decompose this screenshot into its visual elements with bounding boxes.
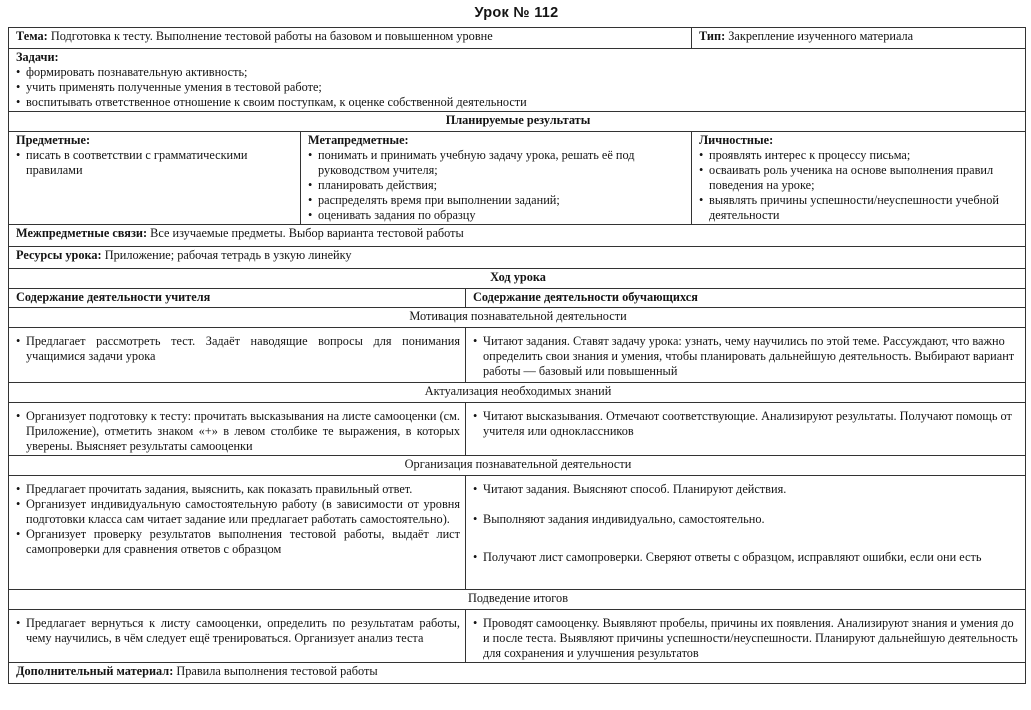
student-activity-list [473, 334, 1020, 379]
personal-result-item: • выявлять причины успешности/неуспешности учебной деятельности [699, 193, 1020, 223]
student-activity-list [473, 409, 1020, 439]
student-activity-item: • Читают высказывания. Отмечают соответствующие. Анализируют результаты. Получают помощь от учителя или одноклассников [473, 409, 1020, 439]
student-activity-cell [466, 476, 1026, 590]
stage-content-row [9, 476, 1026, 590]
additional-label: Дополнительный материал: [16, 664, 174, 678]
student-activity-list [473, 616, 1020, 661]
planned-results-row [9, 132, 1026, 225]
personal-label: Личностные: [699, 133, 774, 147]
additional-row [9, 663, 1026, 684]
meta-label: Метапредметные: [308, 133, 409, 147]
course-header-text: Ход урока [490, 270, 546, 284]
teacher-activity-cell [9, 476, 466, 590]
meta-result-item: • планировать действия; [308, 178, 686, 193]
subject-results-cell [9, 132, 301, 225]
additional-text: Правила выполнения тестовой работы [176, 664, 378, 678]
resources-label: Ресурсы урока: [16, 248, 102, 262]
teacher-column-header [9, 289, 466, 308]
stage-content-row [9, 328, 1026, 383]
teacher-activity-item: • Предлагает прочитать задания, выяснить, как показать правильный ответ. [16, 482, 460, 497]
student-activity-item: • Читают задания. Выясняют способ. Планируют действия. [473, 482, 1020, 497]
type-cell [692, 28, 1026, 49]
teacher-activity-item: • Организует проверку результатов выполнения тестовой работы, выдаёт лист самопроверки для сравнения ответов с образцом [16, 527, 460, 557]
topic-row [9, 28, 1026, 49]
meta-result-item: • распределять время при выполнении заданий; [308, 193, 686, 208]
student-activity-item: • Читают задания. Ставят задачу урока: узнать, чему научились по этой теме. Рассуждают, что важно определить свои знания и умения, чтобы планировать дальнейшую деятельность. Выбирают вариант работы — базовый или повышенный [473, 334, 1020, 379]
teacher-column-label: Содержание деятельности учителя [16, 290, 211, 304]
type-label: Тип: [699, 29, 726, 43]
course-header [9, 269, 1026, 289]
subject-label: Предметные: [16, 133, 91, 147]
personal-results-list [699, 148, 1020, 223]
teacher-activity-list [16, 409, 460, 454]
planned-header-row [9, 112, 1026, 132]
meta-results-list [308, 148, 686, 223]
tasks-cell [9, 49, 1026, 112]
lesson-plan-table [8, 27, 1026, 684]
stage-title: Подведение итогов [9, 590, 1026, 610]
resources-row [9, 247, 1026, 269]
student-column-label: Содержание деятельности обучающихся [473, 290, 698, 304]
stage-title: Актуализация необходимых знаний [9, 383, 1026, 403]
stage-title: Организация познавательной деятельности [9, 456, 1026, 476]
tasks-row [9, 49, 1026, 112]
meta-results-cell [301, 132, 692, 225]
personal-result-item: • осваивать роль ученика на основе выполнения правил поведения на уроке; [699, 163, 1020, 193]
task-item: • воспитывать ответственное отношение к своим поступкам, к оценке собственной деятельности [16, 95, 1020, 110]
stage-content-row [9, 403, 1026, 456]
subject-result-item: • писать в соответствии с грамматическими правилами [16, 148, 295, 178]
student-activity-list [473, 482, 1020, 565]
personal-results-cell [692, 132, 1026, 225]
subject-results-list [16, 148, 295, 178]
resources-cell [9, 247, 1026, 269]
topic-text: Подготовка к тесту. Выполнение тестовой работы на базовом и повышенном уровне [50, 29, 493, 43]
intersubject-row [9, 225, 1026, 247]
teacher-activity-cell [9, 403, 466, 456]
planned-header [9, 112, 1026, 132]
planned-header-text: Планируемые результаты [445, 113, 591, 127]
personal-result-item: • проявлять интерес к процессу письма; [699, 148, 1020, 163]
teacher-activity-list [16, 616, 460, 646]
student-activity-item: • Проводят самооценку. Выявляют пробелы, причины их появления. Анализируют знания и умения до и после теста. Выявляют причины успешности/неуспешности. Планируют дальнейшую деятельность для сохранения и улучшения результатов [473, 616, 1020, 661]
task-item: • формировать познавательную активность; [16, 65, 1020, 80]
stage-title-row [9, 590, 1026, 610]
teacher-activity-cell [9, 610, 466, 663]
task-item: • учить применять полученные умения в тестовой работе; [16, 80, 1020, 95]
type-text: Закрепление изученного материала [728, 29, 914, 43]
teacher-activity-item: • Организует индивидуальную самостоятельную работу (в зависимости от уровня подготовки класса сам читает задание или предлагает работать самостоятельно). [16, 497, 460, 527]
topic-label: Тема: [16, 29, 48, 43]
student-activity-cell [466, 328, 1026, 383]
student-activity-item: • Получают лист самопроверки. Сверяют ответы с образцом, исправляют ошибки, если они есть [473, 550, 1020, 565]
student-activity-cell [466, 403, 1026, 456]
student-activity-item: • Выполняют задания индивидуально, самостоятельно. [473, 512, 1020, 527]
topic-cell [9, 28, 692, 49]
resources-text: Приложение; рабочая тетрадь в узкую линейку [104, 248, 352, 262]
lesson-title: Урок № 112 [474, 5, 559, 21]
intersubject-cell [9, 225, 1026, 247]
meta-result-item: • оценивать задания по образцу [308, 208, 686, 223]
stage-title-row [9, 456, 1026, 476]
course-columns-row [9, 289, 1026, 308]
tasks-label: Задачи: [16, 50, 59, 64]
stage-title-row [9, 308, 1026, 328]
intersubject-label: Межпредметные связи: [16, 226, 148, 240]
teacher-activity-item: • Предлагает рассмотреть тест. Задаёт наводящие вопросы для понимания учащимися задачи урока [16, 334, 460, 364]
teacher-activity-cell [9, 328, 466, 383]
stage-title: Мотивация познавательной деятельности [9, 308, 1026, 328]
teacher-activity-item: • Организует подготовку к тесту: прочитать высказывания на листе самооценки (см. Приложение), отметить знаком «+» в левом столбике те выражения, в которых уверены. Выясняет результаты самооценки [16, 409, 460, 454]
student-activity-cell [466, 610, 1026, 663]
student-column-header [466, 289, 1026, 308]
stage-content-row [9, 610, 1026, 663]
meta-result-item: • понимать и принимать учебную задачу урока, решать её под руководством учителя; [308, 148, 686, 178]
tasks-list [16, 65, 1020, 110]
teacher-activity-list [16, 482, 460, 557]
stage-title-row [9, 383, 1026, 403]
teacher-activity-list [16, 334, 460, 364]
intersubject-text: Все изучаемые предметы. Выбор варианта тестовой работы [150, 226, 464, 240]
teacher-activity-item: • Предлагает вернуться к листу самооценки, определить по результатам работы, чему научились, в чём следует ещё тренироваться. Организует анализ теста [16, 616, 460, 646]
additional-cell [9, 663, 1026, 684]
course-header-row [9, 269, 1026, 289]
